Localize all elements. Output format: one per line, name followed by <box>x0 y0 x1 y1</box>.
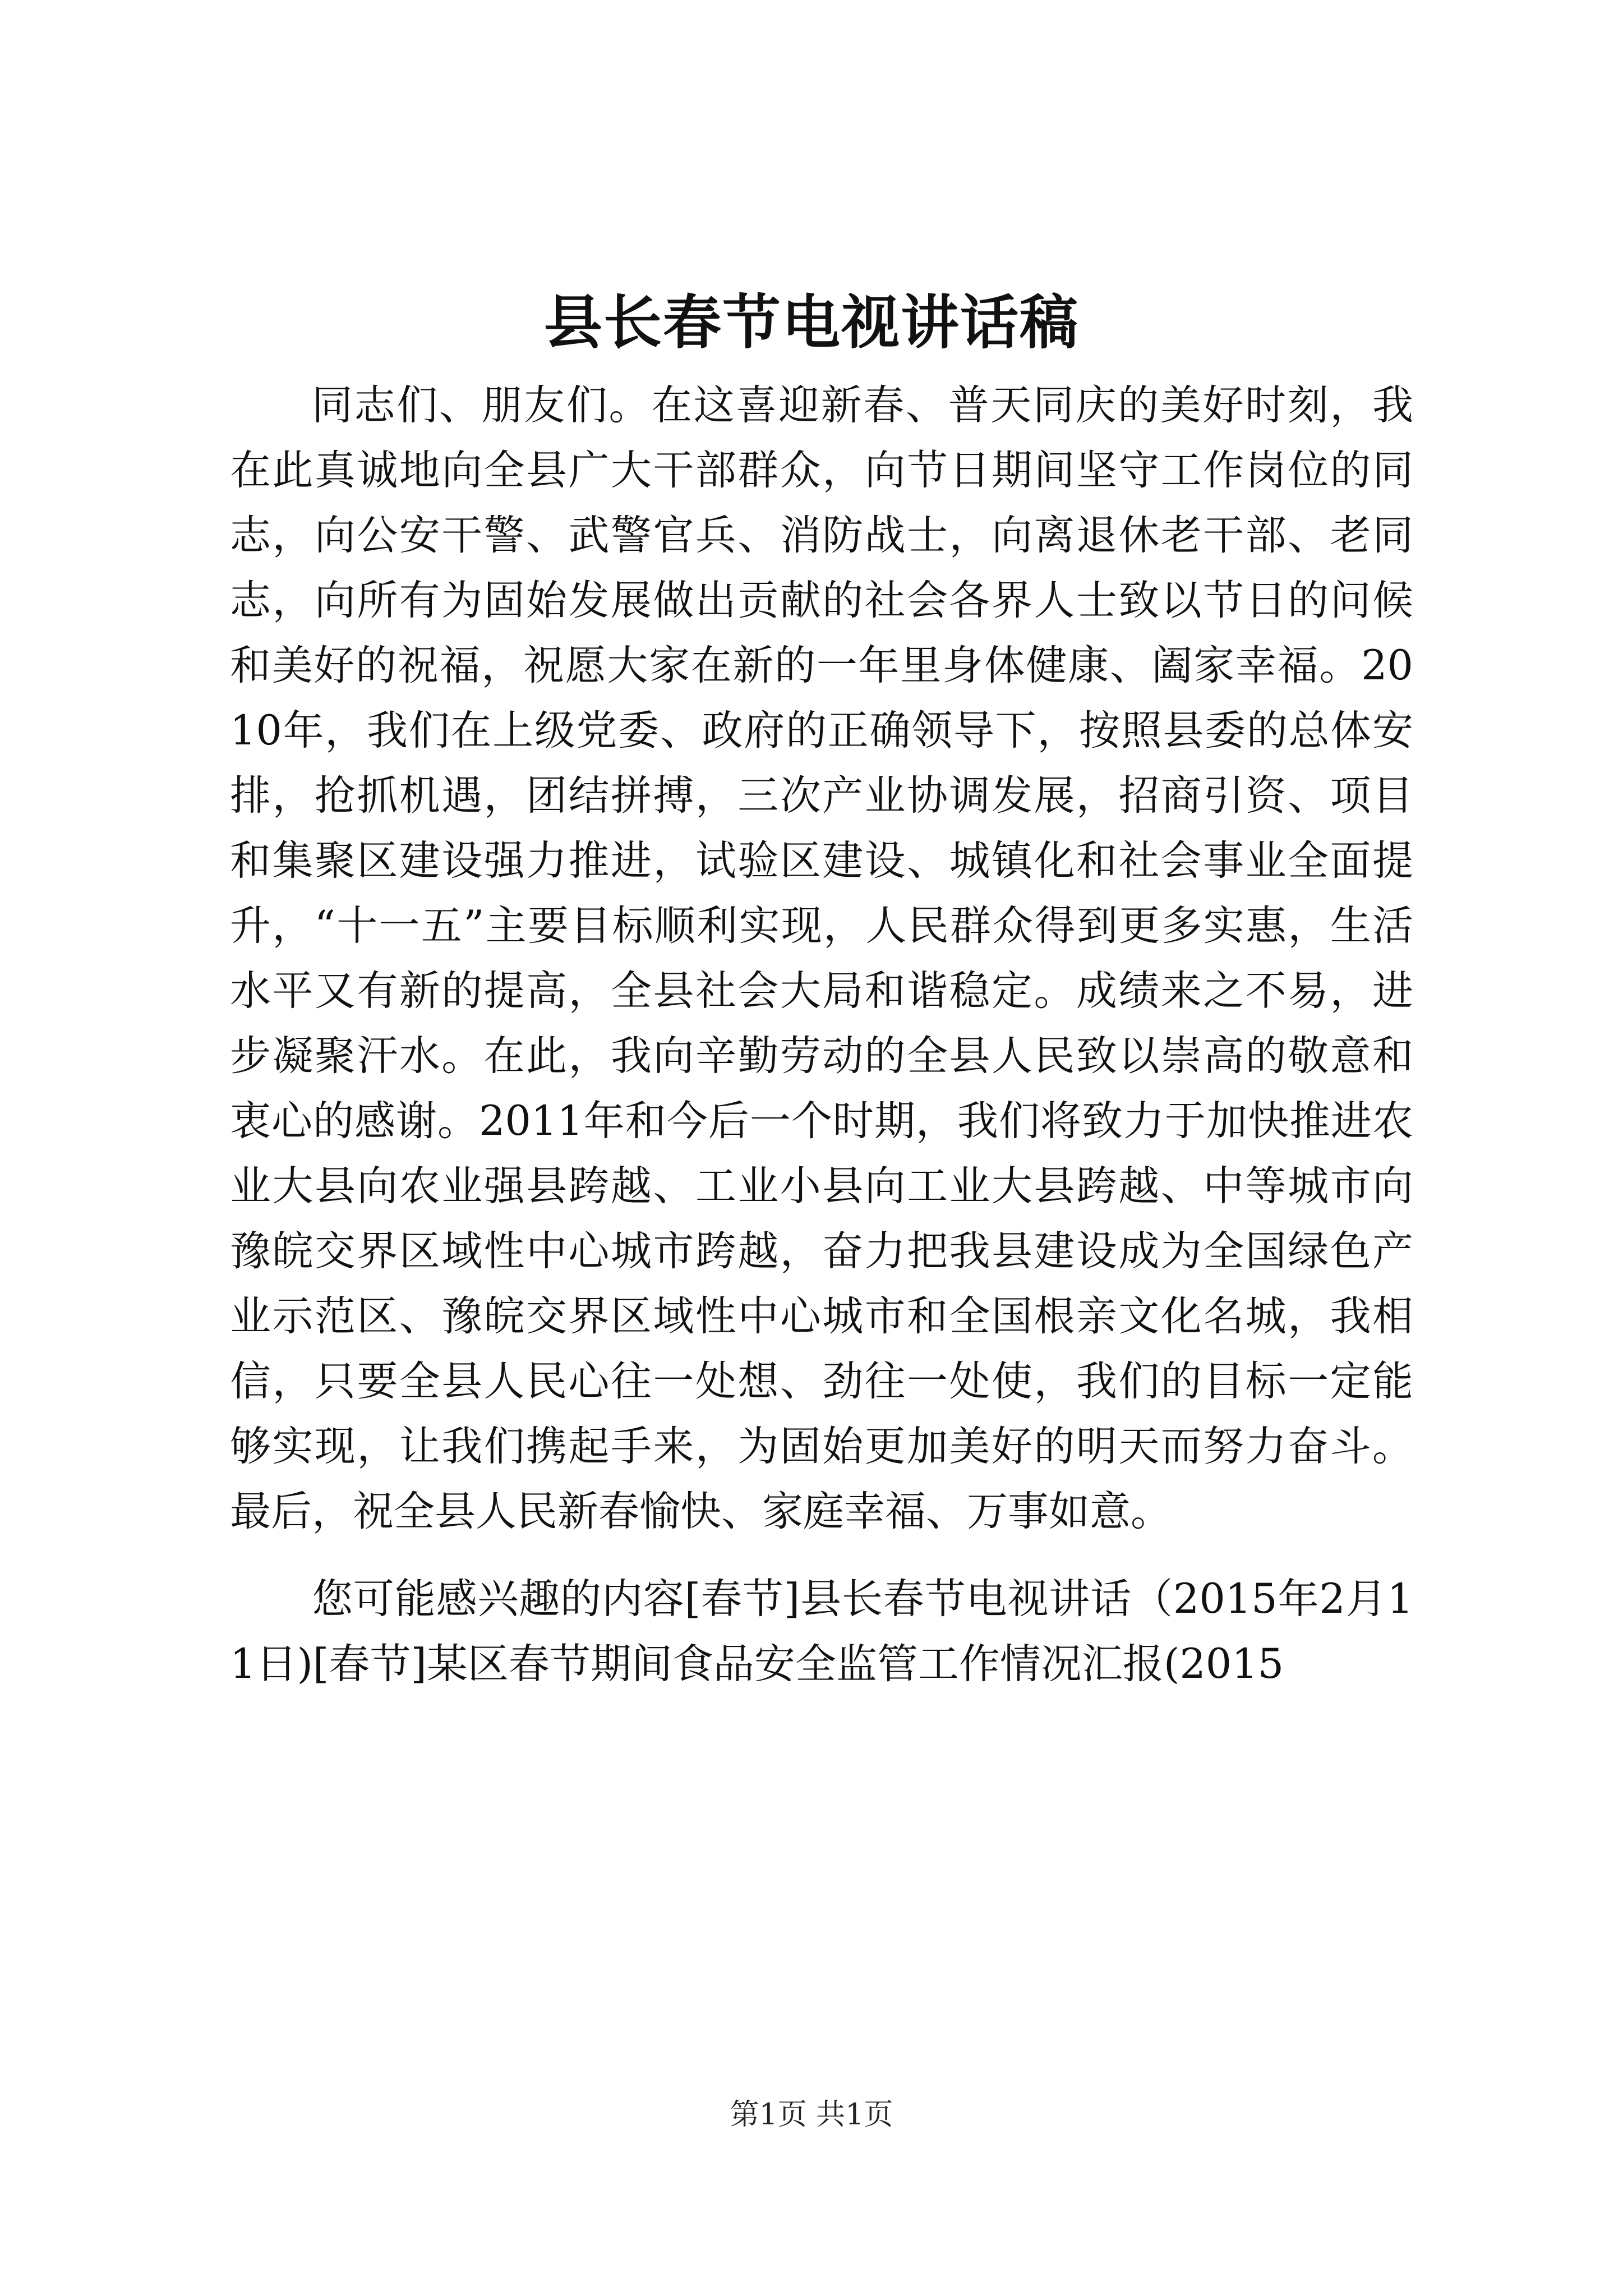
body-paragraph-related-content: 您可能感兴趣的内容[春节]县长春节电视讲话（2015年2月11日)[春节]某区春节期间食品安全监管工作情况汇报(2015 <box>230 1575 1413 1688</box>
document-body <box>230 373 1413 1719</box>
page-number-footer: 第1页 共1页 <box>730 2098 893 2132</box>
body-paragraph-speech: 同志们、朋友们。在这喜迎新春、普天同庆的美好时刻，我在此真诚地向全县广大干部群众，向节日期间坚守工作岗位的同志，向公安干警、武警官兵、消防战士，向离退休老干部、老同志，向所有为固始发展做出贡献的社会各界人士致以节日的问候和美好的祝福，祝愿大家在新的一年里身体健康、阖家幸福。2010年，我们在上级党委、政府的正确领导下，按照县委的总体安排，抢抓机遇，团结拼搏，三次产业协调发展，招商引资、项目和集聚区建设强力推进，试验区建设、城镇化和社会事业全面提升，“十一五”主要目标顺利实现，人民群众得到更多实惠，生活水平又有新的提高，全县社会大局和谐稳定。成绩来之不易，进步凝聚汗水。在此，我向辛勤劳动的全县人民致以崇高的敬意和衷心的感谢。2011年和今后一个时期，我们将致力于加快推进农业大县向农业强县跨越、工业小县向工业大县跨越、中等城市向豫皖交界区域性中心城市跨越，奋力把我县建设成为全国绿色产业示范区、豫皖交界区域性中心城市和全国根亲文化名城，我相信，只要全县人民心往一处想、劲往一处使，我们的目标一定能够实现，让我们携起手来，为固始更加美好的明天而努力奋斗。最后，祝全县人民新春愉快、家庭幸福、万事如意。 <box>230 381 1413 1535</box>
document-title: 县长春节电视讲话稿 <box>543 288 1079 357</box>
